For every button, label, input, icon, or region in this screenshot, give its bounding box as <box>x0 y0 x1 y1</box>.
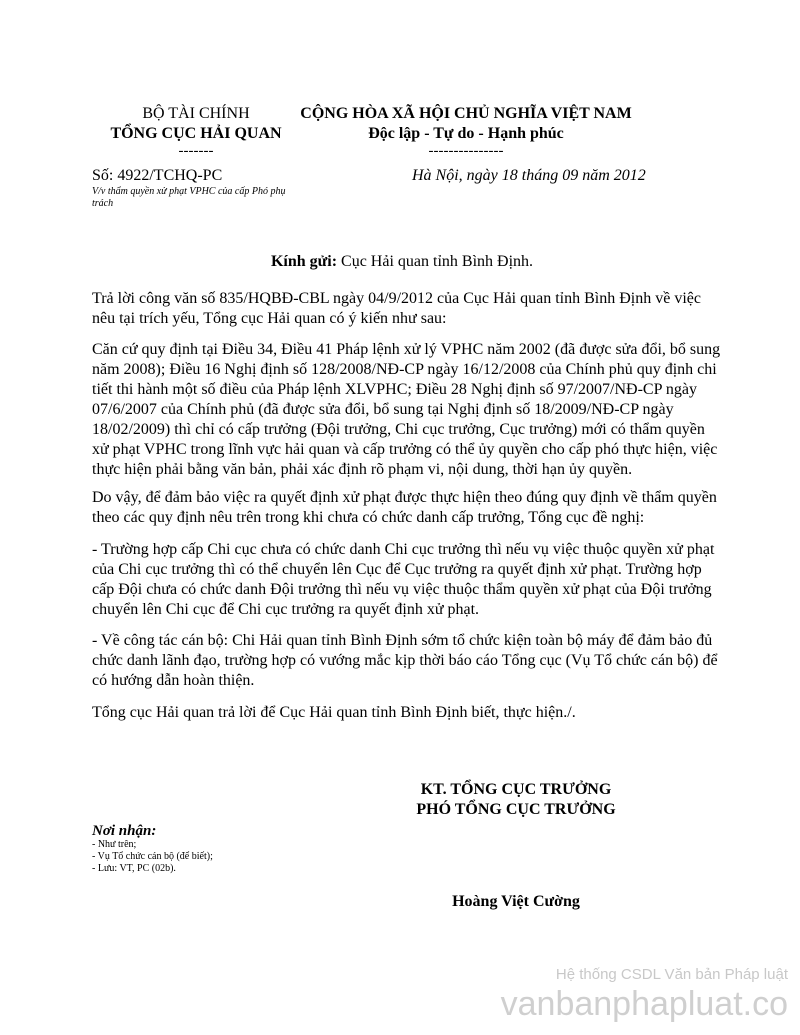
watermark-site: vanbanphapluat.co <box>500 985 788 1023</box>
body-paragraph-6: Tổng cục Hải quan trả lời để Cục Hải quan tỉnh Bình Định biết, thực hiện./. <box>92 704 576 721</box>
recipient-item: - Lưu: VT, PC (02b). <box>92 863 176 874</box>
org-separator: ------- <box>178 143 214 159</box>
salutation-recipient: Cục Hải quan tỉnh Bình Định. <box>337 253 534 270</box>
body-paragraph-5: - Về công tác cán bộ: Chi Hải quan tỉnh Bình Định sớm tổ chức kiện toàn bộ máy để đảm bảo đủ chức danh lãnh đạo, trường hợp có vướng mắc kịp thời báo cáo Tổng cục (Vụ Tổ chức cán bộ) để có hướng dẫn hoàn thiện. <box>92 632 718 689</box>
watermark-caption: Hệ thống CSDL Văn bản Pháp luật <box>555 966 788 983</box>
department-name: TỔNG CỤC HẢI QUAN <box>110 125 282 142</box>
body-paragraph-2: Căn cứ quy định tại Điều 34, Điều 41 Pháp lệnh xử lý VPHC năm 2002 (đã được sửa đổi, bổ sung năm 2008); Điều 16 Nghị định số 128/2008/NĐ-CP ngày 16/12/2008 của Chính phủ quy định chi tiết thi hành một số điều của Pháp lệnh XLVPHC; Điều 28 Nghị định số 97/2007/NĐ-CP ngày 07/6/2007 của Chính phủ (đã được sửa đổi, bổ sung tại Nghị định số 18/2009/NĐ-CP ngày 18/02/2009) thì chỉ có cấp trưởng (Đội trưởng, Chi cục trưởng, Cục trưởng) mới có thẩm quyền xử phạt VPHC trong lĩnh vực hải quan và cấp trưởng có thể ủy quyền cho cấp phó thực hiện, việc thực hiện phải bằng văn bản, phải xác định rõ phạm vi, nội dung, thời hạn ủy quyền. <box>92 341 721 478</box>
recipient-item: - Vụ Tổ chức cán bộ (để biết); <box>92 851 213 862</box>
signature-title: KT. TỔNG CỤC TRƯỞNG <box>420 781 612 798</box>
recipient-item: - Như trên; <box>92 839 137 850</box>
place-date: Hà Nội, ngày 18 tháng 09 năm 2012 <box>412 167 646 184</box>
salutation-label: Kính gửi: <box>270 253 338 270</box>
signature-role: PHÓ TỔNG CỤC TRƯỞNG <box>416 801 616 818</box>
ministry-name: BỘ TÀI CHÍNH <box>142 105 250 122</box>
salutation <box>92 252 712 272</box>
document-subject: V/v thẩm quyền xử phạt VPHC của cấp Phó phụ trách <box>92 186 286 209</box>
body-paragraph-3: Do vậy, để đảm bảo việc ra quyết định xử phạt được thực hiện theo đúng quy định về thẩm quyền theo các quy định nêu trên trong khi chưa có chức danh cấp trưởng, Tổng cục đề nghị: <box>92 489 717 526</box>
signer-name: Hoàng Việt Cường <box>452 893 580 910</box>
document-number: Số: 4922/TCHQ-PC <box>92 167 223 184</box>
body-paragraph-4: - Trường hợp cấp Chi cục chưa có chức danh Chi cục trưởng thì nếu vụ việc thuộc quyền xử phạt của Chi cục trưởng thì có thể chuyển lên Cục để Cục trưởng ra quyết định xử phạt. Trường hợp cấp Đội chưa có chức danh Đội trưởng thì nếu vụ việc thuộc thẩm quyền xử phạt của Đội trưởng chuyển lên Chi cục để Chi cục trưởng ra quyết định xử phạt. <box>92 541 715 618</box>
national-motto: Độc lập - Tự do - Hạnh phúc <box>368 125 564 142</box>
recipients-heading: Nơi nhận: <box>92 823 157 839</box>
nation-separator: --------------- <box>428 143 504 159</box>
body-paragraph-1: Trả lời công văn số 835/HQBĐ-CBL ngày 04/9/2012 của Cục Hải quan tỉnh Bình Định về việc nêu tại trích yếu, Tổng cục Hải quan có ý kiến như sau: <box>92 290 701 327</box>
recipients-list <box>92 839 213 875</box>
nation-title: CỘNG HÒA XÃ HỘI CHỦ NGHĨA VIỆT NAM <box>300 105 632 122</box>
